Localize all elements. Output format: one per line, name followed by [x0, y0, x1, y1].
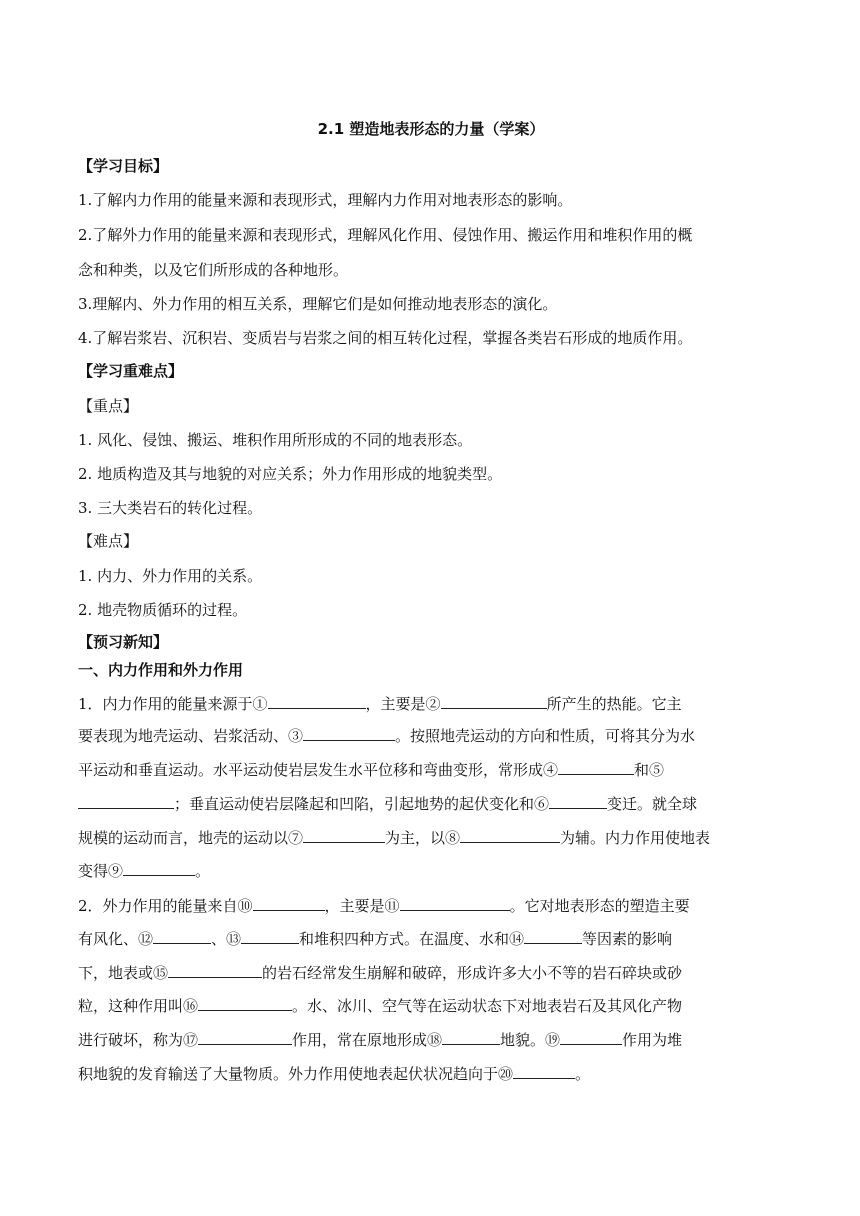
- text-fragment: ，主要是②: [365, 695, 441, 713]
- blank-20[interactable]: [513, 1064, 575, 1079]
- blank-15[interactable]: [168, 963, 262, 978]
- section-heading-1: 一、内力作用和外力作用: [78, 661, 244, 679]
- blank-16[interactable]: [198, 996, 292, 1011]
- blank-19[interactable]: [560, 1030, 622, 1045]
- page-title: 2.1 塑造地表形态的力量（学案）: [317, 120, 545, 138]
- paragraph-2-line-3: [78, 963, 784, 983]
- blank-8[interactable]: [460, 828, 560, 843]
- objectives-heading: 【学习目标】: [78, 157, 169, 175]
- text-fragment: 。: [575, 1065, 591, 1083]
- blank-17[interactable]: [198, 1030, 292, 1045]
- text-fragment: 2．外力作用的能量来自⑩: [78, 897, 253, 915]
- text-fragment: 变迁。就全球: [607, 795, 698, 813]
- paragraph-2-line-6: [78, 1064, 784, 1084]
- blank-13[interactable]: [241, 929, 299, 944]
- text-fragment: 、⑬: [211, 930, 242, 948]
- blank-10[interactable]: [253, 896, 325, 911]
- focus-item-2: 2. 地质构造及其与地貌的对应关系；外力作用形成的地貌类型。: [78, 465, 503, 483]
- text-fragment: 。水、冰川、空气等在运动状态下对地表岩石及其风化产物: [292, 997, 683, 1015]
- objective-item-2-cont: 念和种类，以及它们所形成的各种地形。: [78, 261, 349, 279]
- focus-item-3: 3. 三大类岩石的转化过程。: [78, 499, 263, 517]
- text-fragment: 和堆积四种方式。在温度、水和⑭: [299, 930, 525, 948]
- text-fragment: 下，地表或⑮: [78, 964, 169, 982]
- blank-5[interactable]: [78, 794, 174, 809]
- text-fragment: 积地貌的发育输送了大量物质。外力作用使地表起伏状况趋向于⑳: [78, 1065, 514, 1083]
- text-fragment: 作用为堆: [622, 1031, 683, 1049]
- blank-4[interactable]: [558, 760, 634, 775]
- preview-heading: 【预习新知】: [78, 633, 169, 651]
- paragraph-2-line-2: [78, 929, 784, 949]
- focus-heading: 【重点】: [78, 397, 139, 415]
- blank-12[interactable]: [153, 929, 211, 944]
- text-fragment: 所产生的热能。它主: [546, 695, 682, 713]
- text-fragment: 为主，以⑧: [385, 829, 461, 847]
- blank-7[interactable]: [303, 828, 385, 843]
- blank-11[interactable]: [400, 896, 510, 911]
- paragraph-2-line-4: [78, 996, 784, 1016]
- text-fragment: 变得⑨: [78, 862, 124, 880]
- text-fragment: 为辅。内力作用使地表: [560, 829, 711, 847]
- paragraph-1-line-4: [78, 794, 784, 814]
- text-fragment: ；垂直运动使岩层隆起和凹陷，引起地势的起伏变化和⑥: [174, 795, 550, 813]
- text-fragment: 1．内力作用的能量来源于①: [78, 695, 268, 713]
- paragraph-1-line-6: [78, 861, 784, 881]
- blank-3[interactable]: [303, 726, 395, 741]
- text-fragment: 和⑤: [634, 761, 665, 779]
- blank-18[interactable]: [442, 1030, 500, 1045]
- text-fragment: 的岩石经常发生崩解和破碎，形成许多大小不等的岩石碎块或砂: [262, 964, 683, 982]
- text-fragment: 平运动和垂直运动。水平运动使岩层发生水平位移和弯曲变形，常形成④: [78, 761, 559, 779]
- key-points-heading: 【学习重难点】: [78, 362, 184, 380]
- paragraph-1-line-5: [78, 828, 784, 848]
- text-fragment: 。它对地表形态的塑造主要: [509, 897, 690, 915]
- difficulty-item-1: 1. 内力、外力作用的关系。: [78, 567, 263, 585]
- difficulty-heading: 【难点】: [78, 532, 139, 550]
- objective-item-4: 4.了解岩浆岩、沉积岩、变质岩与岩浆之间的相互转化过程，掌握各类岩石形成的地质作用。: [78, 329, 693, 347]
- objective-item-3: 3.理解内、外力作用的相互关系，理解它们是如何推动地表形态的演化。: [78, 295, 558, 313]
- difficulty-item-2: 2. 地壳物质循环的过程。: [78, 601, 248, 619]
- focus-item-1: 1. 风化、侵蚀、搬运、堆积作用所形成的不同的地表形态。: [78, 431, 473, 449]
- paragraph-1-line-1: [78, 694, 784, 714]
- text-fragment: 进行破坏，称为⑰: [78, 1031, 199, 1049]
- objective-item-2: 2.了解外力作用的能量来源和表现形式，理解风化作用、侵蚀作用、搬运作用和堆积作用的概: [78, 226, 693, 244]
- blank-6[interactable]: [549, 794, 607, 809]
- paragraph-2-line-1: [78, 896, 784, 916]
- paragraph-1-line-3: [78, 760, 784, 780]
- objective-item-1: 1.了解内力作用的能量来源和表现形式，理解内力作用对地表形态的影响。: [78, 191, 573, 209]
- text-fragment: 粒，这种作用叫⑯: [78, 997, 199, 1015]
- text-fragment: 地貌。⑲: [500, 1031, 561, 1049]
- text-fragment: 作用，常在原地形成⑱: [292, 1031, 443, 1049]
- text-fragment: 等因素的影响: [582, 930, 673, 948]
- text-fragment: 要表现为地壳运动、岩浆活动、③: [78, 727, 304, 745]
- blank-9[interactable]: [123, 861, 195, 876]
- text-fragment: ，主要是⑪: [324, 897, 400, 915]
- paragraph-1-line-2: [78, 726, 784, 746]
- blank-1[interactable]: [268, 694, 366, 709]
- blank-2[interactable]: [441, 694, 547, 709]
- text-fragment: 有风化、⑫: [78, 930, 154, 948]
- blank-14[interactable]: [524, 929, 582, 944]
- text-fragment: 。按照地壳运动的方向和性质，可将其分为水: [395, 727, 696, 745]
- text-fragment: 。: [195, 862, 211, 880]
- text-fragment: 规模的运动而言，地壳的运动以⑦: [78, 829, 304, 847]
- paragraph-2-line-5: [78, 1030, 784, 1050]
